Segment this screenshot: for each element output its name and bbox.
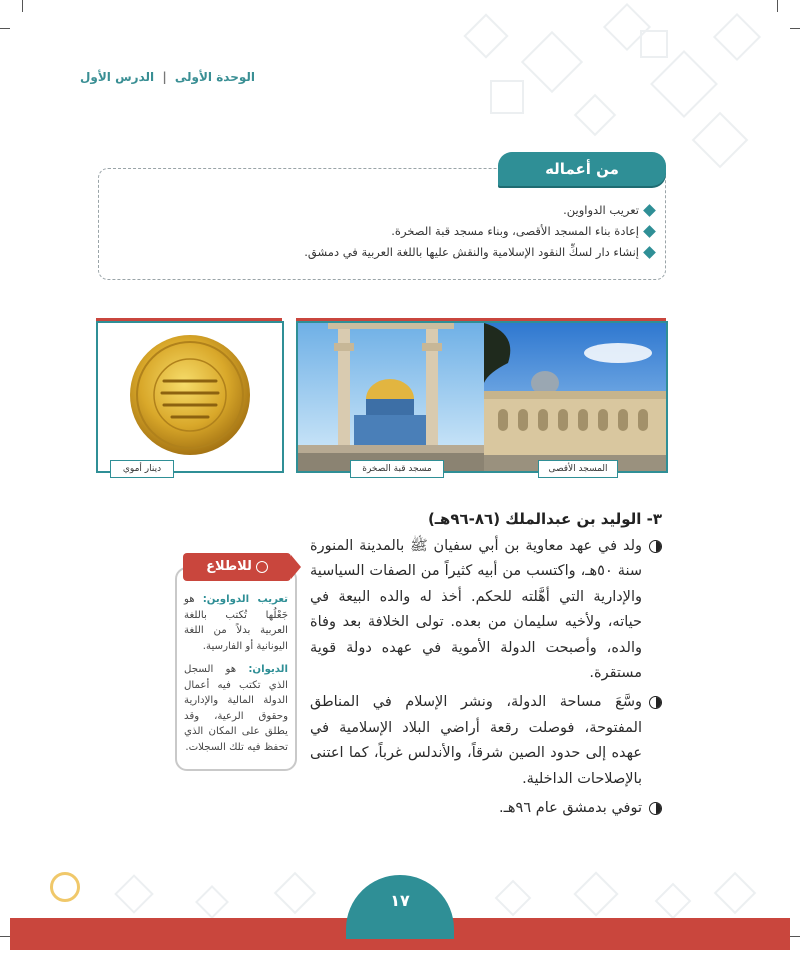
achievements-title: من أعماله — [498, 152, 666, 186]
logo-icon — [50, 872, 80, 902]
page-number: ١٧ — [346, 875, 454, 939]
aqsa-caption: المسجد الأقصى — [538, 460, 618, 478]
achievement-text: إعادة بناء المسجد الأقصى، وبناء مسجد قبة الصخرة. — [391, 224, 639, 238]
crop-mark — [22, 0, 23, 12]
bullet-text: ولد في عهد معاوية بن أبي سفيان ﷺ بالمدينة المنورة سنة ٥٠هـ، واكتسب من أبيه كثيراً من الصفات السياسية والإدارية التي أهَّلته للحكم. أخذ له والده البيعة في حياته، ولأخيه سليمان من بعده. تولى الخلافة بعد وفاة والده، وأصبحت الدولة الأموية في عهده دولة قوية مستقرة. — [310, 538, 642, 682]
list-item — [134, 221, 654, 242]
achievements-list — [134, 200, 654, 263]
crop-mark — [790, 936, 800, 937]
mosques-image — [298, 323, 666, 471]
bullet-paragraph — [310, 796, 662, 821]
gold-dinar-image — [98, 323, 282, 471]
lamp-icon — [256, 561, 268, 573]
lesson-label: الدرس الأول — [80, 70, 155, 84]
half-circle-bullet-icon — [649, 696, 662, 709]
definition-text: هو جَعْلُها تُكتب باللغة العربية بدلاً من اللغة اليونانية أو الفارسية. — [184, 594, 288, 652]
crop-mark — [0, 936, 10, 937]
info-title-text: للاطلاع — [206, 559, 252, 574]
mosques-photo — [296, 321, 668, 473]
section-bullets — [310, 534, 662, 825]
dinar-photo — [96, 321, 284, 473]
info-text — [184, 592, 288, 763]
half-circle-bullet-icon — [649, 802, 662, 815]
header-separator: | — [162, 70, 167, 84]
info-tab-arrow — [291, 555, 301, 579]
definition — [184, 592, 288, 654]
unit-label: الوحدة الأولى — [174, 70, 256, 84]
definition-text: هو السجل الذي تكتب فيه أعمال الدولة المالية والإدارية وحقوق الرعية، وقد يطلق على المكان الذي تحفظ فيه تلك السجلات. — [184, 664, 288, 753]
bullet-paragraph — [310, 690, 662, 792]
dome-caption: مسجد قبة الصخرة — [350, 460, 444, 478]
term: تعريب الدواوين: — [202, 594, 288, 605]
achievement-text: تعريب الدواوين. — [563, 203, 639, 217]
info-title — [183, 553, 291, 581]
dinar-caption: دينار أموي — [110, 460, 174, 478]
section-title: ٣- الوليد بن عبدالملك (٨٦-٩٦هـ) — [427, 510, 662, 528]
crop-mark — [0, 28, 10, 29]
bullet-paragraph — [310, 534, 662, 686]
crop-mark — [777, 0, 778, 12]
half-circle-bullet-icon — [649, 540, 662, 553]
term: الديوان: — [248, 664, 288, 675]
definition — [184, 662, 288, 755]
bullet-text: وسَّعَ مساحة الدولة، ونشر الإسلام في المناطق المفتوحة، فوصلت رقعة أراضي البلاد الإسلامية في عهده إلى حدود الصين شرقاً، والأندلس غرباً، كما اعتنى بالإصلاحات الداخلية. — [310, 694, 642, 787]
bullet-text: توفي بدمشق عام ٩٦هـ. — [499, 800, 642, 817]
page-header — [80, 70, 300, 90]
diamond-bullet-icon — [643, 204, 656, 217]
diamond-bullet-icon — [643, 225, 656, 238]
list-item — [134, 242, 654, 263]
list-item — [134, 200, 654, 221]
diamond-bullet-icon — [643, 246, 656, 259]
crop-mark — [790, 28, 800, 29]
achievement-text: إنشاء دار لسكِّ النقود الإسلامية والنقش عليها باللغة العربية في دمشق. — [304, 245, 639, 259]
